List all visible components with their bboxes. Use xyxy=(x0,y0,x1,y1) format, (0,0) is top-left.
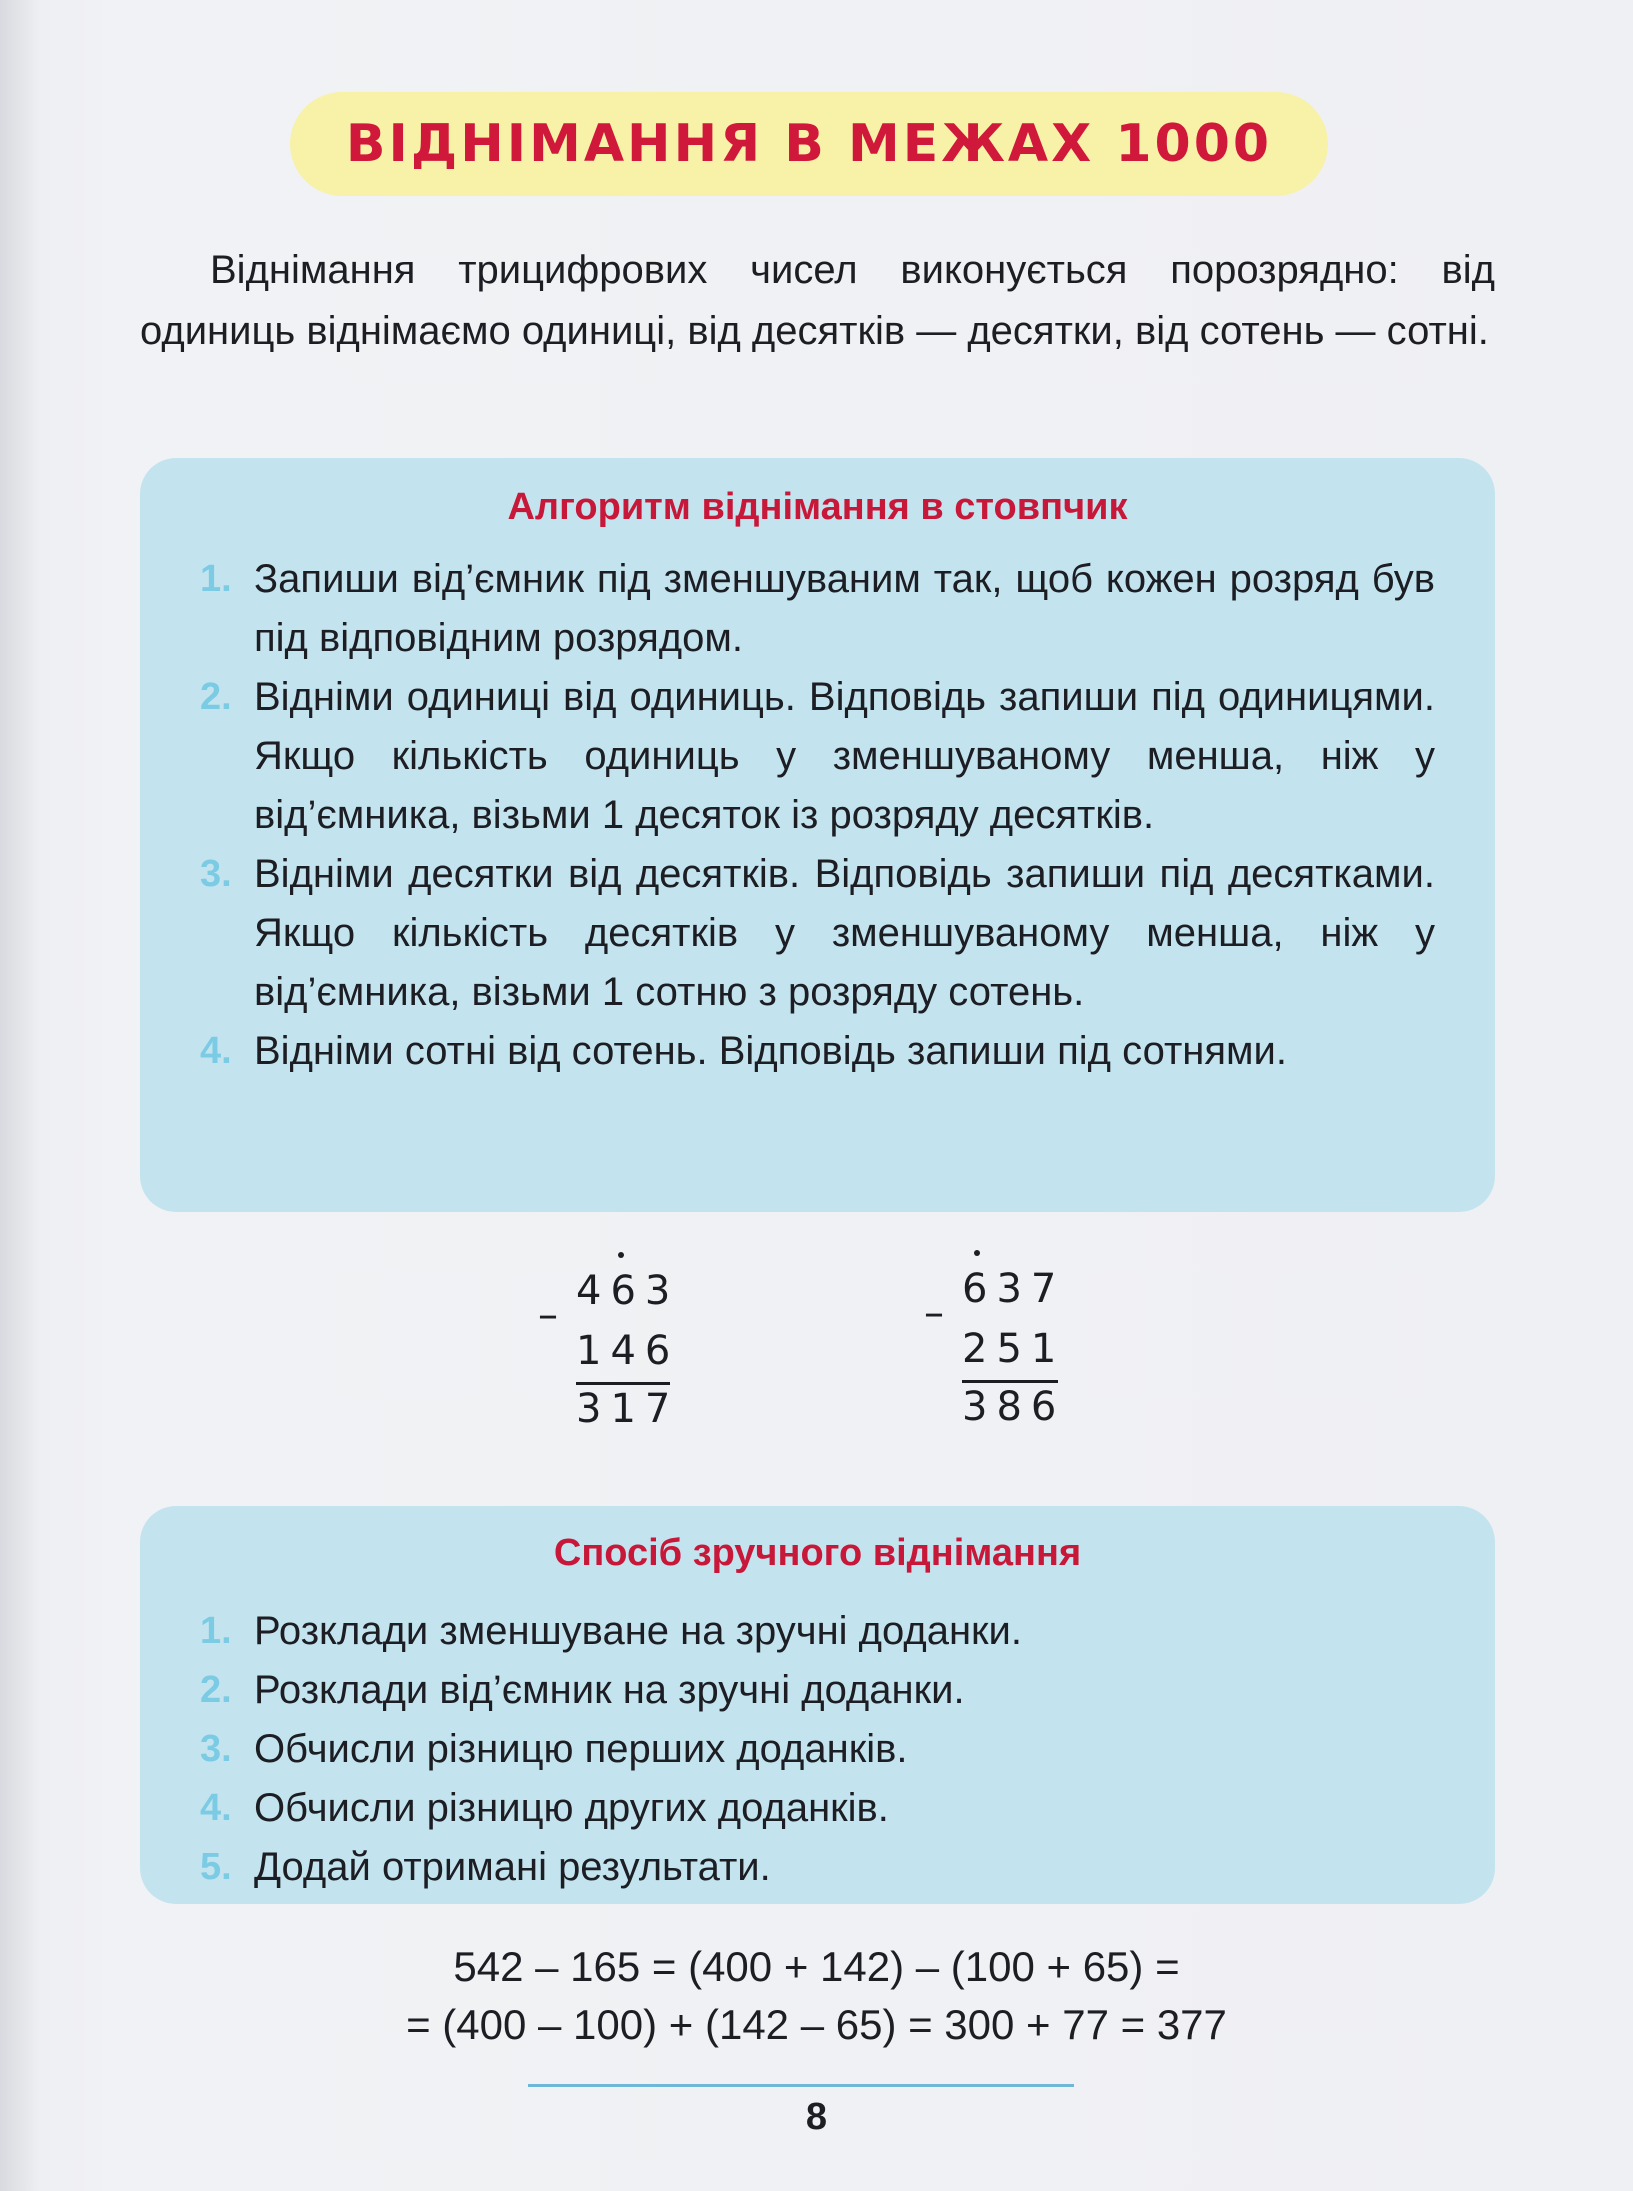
step-number: 2. xyxy=(200,1669,232,1711)
list-item xyxy=(200,1720,1435,1779)
convenient-heading: Спосіб зручного віднімання xyxy=(553,1532,1082,1574)
step-number: 1. xyxy=(200,558,232,600)
footer-divider xyxy=(528,2084,1074,2087)
algorithm-box xyxy=(140,458,1495,1212)
column-subtraction-example-2 xyxy=(924,1242,1082,1442)
step-text: Обчисли різницю перших доданків. xyxy=(254,1727,908,1771)
convenient-steps xyxy=(200,1602,1435,1897)
convenient-subtraction-box xyxy=(140,1506,1495,1904)
step-number: 4. xyxy=(200,1787,232,1829)
equation-line-1: 542 – 165 = (400 + 142) – (100 + 65) = xyxy=(453,1943,1180,1990)
list-item xyxy=(200,1602,1435,1661)
minus-sign: – xyxy=(924,1290,953,1336)
step-number: 2. xyxy=(200,676,232,718)
result: 317 xyxy=(576,1386,680,1432)
minuend: 637 xyxy=(962,1266,1066,1312)
list-item xyxy=(200,1022,1435,1081)
step-number: 3. xyxy=(200,853,232,895)
algorithm-steps xyxy=(200,550,1435,1081)
page-title: ВІДНІМАННЯ В МЕЖАХ 1000 xyxy=(345,114,1273,174)
result-line xyxy=(962,1380,1058,1383)
result: 386 xyxy=(962,1384,1066,1430)
intro-paragraph xyxy=(140,240,1495,362)
minuend: 463 xyxy=(576,1268,680,1314)
borrow-dot xyxy=(618,1252,624,1258)
page-number: 8 xyxy=(805,2096,828,2138)
column-subtraction-example-1 xyxy=(538,1244,696,1444)
list-item xyxy=(200,845,1435,1022)
subtrahend: 251 xyxy=(962,1326,1066,1372)
step-text: Відніми одиниці від одиниць. Відповідь запиши під одиницями. Якщо кількість одиниць у зменшуваному менша, ніж у від’ємника, візьми 1 десяток із розряду десятків. xyxy=(254,675,1435,837)
equation-line-2: = (400 – 100) + (142 – 65) = 300 + 77 = 377 xyxy=(406,2001,1227,2048)
step-text: Обчисли різницю других доданків. xyxy=(254,1786,889,1830)
borrow-dot xyxy=(974,1250,980,1256)
list-item xyxy=(200,1661,1435,1720)
subtrahend: 146 xyxy=(576,1328,680,1374)
step-number: 3. xyxy=(200,1728,232,1770)
list-item xyxy=(200,668,1435,845)
step-number: 5. xyxy=(200,1846,232,1888)
step-text: Запиши від’ємник під зменшуваним так, щоб кожен розряд був під відповідним розрядом. xyxy=(254,557,1435,660)
step-number: 4. xyxy=(200,1030,232,1072)
intro-text: Віднімання трицифрових чисел виконується порозрядно: від одиниць віднімаємо одиниці, від десятків — десятки, від сотень — сотні. xyxy=(140,248,1495,353)
step-text: Відніми сотні від сотень. Відповідь запиши під сотнями. xyxy=(254,1029,1287,1073)
algorithm-heading: Алгоритм віднімання в стовпчик xyxy=(507,486,1128,528)
list-item xyxy=(200,1838,1435,1897)
step-text: Розклади зменшуване на зручні доданки. xyxy=(254,1609,1023,1653)
step-text: Додай отримані результати. xyxy=(254,1845,771,1889)
step-text: Відніми десятки від десятків. Відповідь запиши під десятками. Якщо кількість десятків у зменшуваному менша, ніж у від’ємника, візьми 1 сотню з розряду сотень. xyxy=(254,852,1435,1014)
step-number: 1. xyxy=(200,1610,232,1652)
result-line xyxy=(576,1382,670,1385)
list-item xyxy=(200,1779,1435,1838)
minus-sign: – xyxy=(538,1292,567,1338)
step-text: Розклади від’ємник на зручні доданки. xyxy=(254,1668,965,1712)
list-item xyxy=(200,550,1435,668)
title-banner xyxy=(290,92,1328,196)
